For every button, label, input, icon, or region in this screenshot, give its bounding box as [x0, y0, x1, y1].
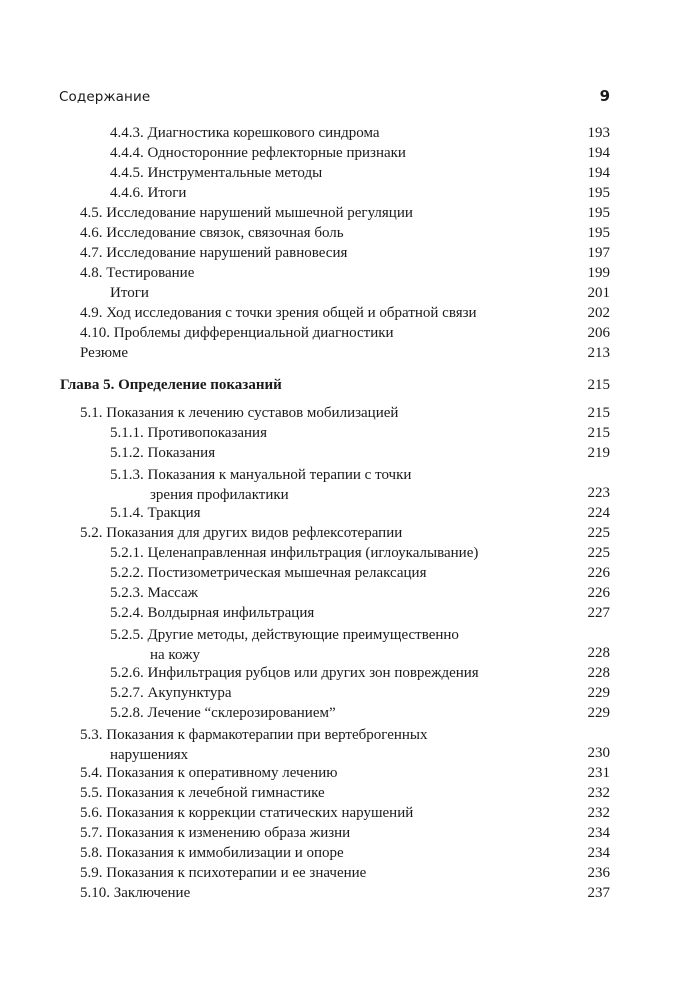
toc-entry-title-line2: зрения профилактики — [150, 487, 289, 503]
toc-entry — [80, 265, 610, 285]
toc-entry-page: 194 — [587, 165, 610, 181]
toc-entry-title-line1: 5.3. Показания к фармакотерапии при вертеброгенных — [80, 727, 428, 743]
toc-entry-title: 5.4. Показания к оперативному лечению — [80, 765, 338, 781]
toc-entry-title: 5.9. Показания к психотерапии и ее значение — [80, 865, 367, 881]
toc-entry-title: 5.1.4. Тракция — [110, 505, 201, 521]
toc-entry-page: 215 — [587, 425, 610, 441]
toc-entry — [80, 865, 610, 885]
toc-entry — [80, 205, 610, 225]
toc-entry-title: 4.4.5. Инструментальные методы — [110, 165, 323, 181]
toc-entry-title: 5.2.6. Инфильтрация рубцов или других зон повреждения — [110, 665, 479, 681]
toc-entry — [110, 425, 610, 445]
toc-entry-title: Итоги — [110, 285, 149, 301]
toc-entry-page: 226 — [587, 585, 610, 601]
toc-entry — [80, 405, 610, 425]
toc-entry — [80, 225, 610, 245]
toc-entry-title: 4.4.6. Итоги — [110, 185, 187, 201]
page-number: 9 — [599, 87, 610, 105]
toc-entry-page: 234 — [587, 825, 610, 841]
toc-entry-page: 234 — [587, 845, 610, 861]
toc-entry — [110, 125, 610, 145]
toc-entry-title — [80, 725, 440, 765]
toc-entry — [80, 845, 610, 865]
toc-entry — [80, 345, 610, 365]
toc-entry-title: 4.7. Исследование нарушений равновесия — [80, 245, 348, 261]
toc-entry-title: 5.7. Показания к изменению образа жизни — [80, 825, 351, 841]
toc-entry-title: 4.6. Исследование связок, связочная боль — [80, 225, 344, 241]
toc-entry-page: 231 — [587, 765, 610, 781]
toc-entry — [110, 665, 610, 685]
toc-entry-page: 195 — [587, 225, 610, 241]
toc-entry-page: 232 — [587, 805, 610, 821]
toc-entry — [110, 145, 610, 165]
toc-entry-title: 5.2.1. Целенаправленная инфильтрация (иглоукалывание) — [110, 545, 479, 561]
toc-entry-title: 5.2. Показания для других видов рефлексотерапии — [80, 525, 403, 541]
toc-entry-title: Резюме — [80, 345, 129, 361]
toc-entry — [110, 565, 610, 585]
toc-entry — [80, 785, 610, 805]
toc-entry-title: 5.2.2. Постизометрическая мышечная релаксация — [110, 565, 427, 581]
toc-entry-title-line2: нарушениях — [110, 747, 189, 763]
toc-entry-page: 237 — [587, 885, 610, 901]
toc-entry-title: 4.5. Исследование нарушений мышечной регуляции — [80, 205, 413, 221]
toc-entry-page: 225 — [587, 525, 610, 541]
toc-entry — [80, 765, 610, 785]
toc-entry-title: 5.2.8. Лечение “склерозированием” — [110, 705, 336, 721]
toc-entry-page: 225 — [587, 545, 610, 561]
toc-entry-page: 223 — [587, 485, 610, 501]
toc-entry-page: 213 — [587, 345, 610, 361]
toc-entry-title: 4.10. Проблемы дифференциальной диагностики — [80, 325, 394, 341]
toc-entry — [110, 185, 610, 205]
toc-entry — [80, 325, 610, 345]
toc-entry-title-line1: 5.2.5. Другие методы, действующие преимущественно — [110, 627, 459, 643]
toc-entry-page: 206 — [587, 325, 610, 341]
toc-entry-title: Глава 5. Определение показаний — [60, 377, 282, 393]
toc-entry-title: 5.1. Показания к лечению суставов мобилизацией — [80, 405, 399, 421]
toc-entry — [110, 165, 610, 185]
toc-entry-title: 5.10. Заключение — [80, 885, 191, 901]
toc-entry-title: 5.8. Показания к иммобилизации и опоре — [80, 845, 344, 861]
toc-entry — [110, 505, 610, 525]
toc-entry-page: 194 — [587, 145, 610, 161]
toc-entry-page: 199 — [587, 265, 610, 281]
toc-entry — [80, 525, 610, 545]
running-head-title: Содержание — [59, 89, 151, 105]
toc-entry — [80, 245, 610, 265]
toc-entry — [80, 725, 610, 765]
toc-entry-page: 215 — [587, 405, 610, 421]
toc-entry-page: 215 — [587, 377, 610, 393]
toc-entry-title: 5.2.4. Волдырная инфильтрация — [110, 605, 315, 621]
toc-entry-page: 193 — [587, 125, 610, 141]
toc-entry-title: 4.9. Ход исследования с точки зрения общей и обратной связи — [80, 305, 477, 321]
toc-entry-page: 227 — [587, 605, 610, 621]
toc-entry-page: 228 — [587, 645, 610, 661]
toc-entry-title: 5.1.1. Противопоказания — [110, 425, 267, 441]
toc-entry-title: 4.8. Тестирование — [80, 265, 195, 281]
toc-entry-title: 5.6. Показания к коррекции статических нарушений — [80, 805, 414, 821]
toc-entry-title-line1: 5.1.3. Показания к мануальной терапии с точки — [110, 467, 412, 483]
toc-entry-page: 224 — [587, 505, 610, 521]
toc-entry-page: 236 — [587, 865, 610, 881]
toc-entry — [110, 285, 610, 305]
toc-entry-page: 195 — [587, 205, 610, 221]
toc-entry-page: 201 — [587, 285, 610, 301]
toc-entry-page: 195 — [587, 185, 610, 201]
toc-entry — [110, 445, 610, 465]
toc-entry — [110, 625, 610, 665]
toc-entry — [80, 885, 610, 905]
toc-entry-title: 5.2.7. Акупунктура — [110, 685, 232, 701]
toc-entry-title: 4.4.3. Диагностика корешкового синдрома — [110, 125, 380, 141]
toc-entry-title — [110, 465, 470, 505]
toc-entry-page: 229 — [587, 685, 610, 701]
toc-entry-title: 4.4.4. Односторонние рефлекторные признаки — [110, 145, 406, 161]
toc-entry-page: 226 — [587, 565, 610, 581]
toc-entry — [80, 825, 610, 845]
toc-entry-page: 229 — [587, 705, 610, 721]
toc-entry — [80, 805, 610, 825]
toc-entry — [110, 605, 610, 625]
toc-entry — [110, 545, 610, 565]
toc-entry-page: 197 — [587, 245, 610, 261]
toc-entry-title: 5.1.2. Показания — [110, 445, 216, 461]
toc-entry-title-line2: на кожу — [150, 647, 200, 663]
toc-entry — [110, 705, 610, 725]
toc-entry — [110, 465, 610, 505]
toc-chapter-heading — [60, 377, 610, 397]
toc-entry — [110, 685, 610, 705]
toc-entry-page: 219 — [587, 445, 610, 461]
toc-entry-page: 228 — [587, 665, 610, 681]
toc-entry-title: 5.5. Показания к лечебной гимнастике — [80, 785, 325, 801]
toc-entry — [110, 585, 610, 605]
toc-entry-title — [110, 625, 470, 665]
toc-entry-title: 5.2.3. Массаж — [110, 585, 199, 601]
toc-entry-page: 202 — [587, 305, 610, 321]
toc-entry-page: 232 — [587, 785, 610, 801]
toc-entry-page: 230 — [587, 745, 610, 761]
toc-entry — [80, 305, 610, 325]
